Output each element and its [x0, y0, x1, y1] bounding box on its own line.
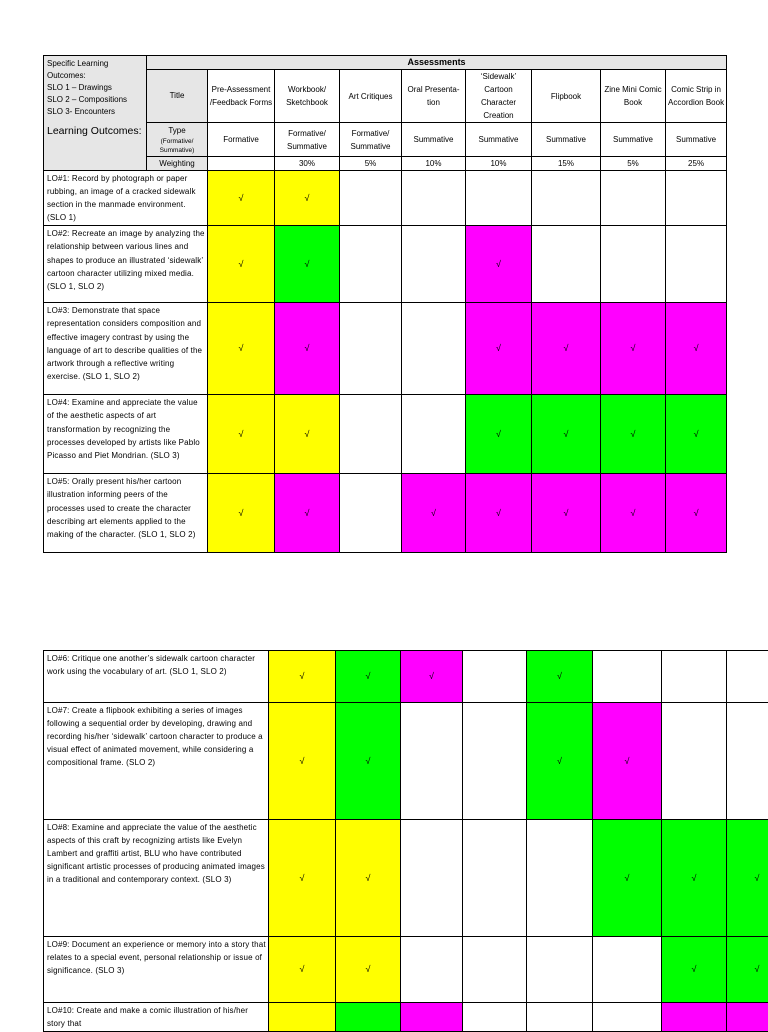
assessment-cell	[275, 395, 340, 474]
column-type: Formative	[208, 123, 275, 157]
assessment-cell	[463, 703, 527, 820]
check-mark: √	[631, 429, 636, 439]
assessment-cell	[275, 226, 340, 303]
column-weighting	[208, 157, 275, 171]
type-label: Type	[147, 125, 207, 137]
check-mark: √	[496, 508, 501, 518]
assessment-cell	[275, 474, 340, 553]
check-mark: √	[631, 343, 636, 353]
check-mark: √	[305, 343, 310, 353]
assessment-cell	[401, 1003, 463, 1032]
assessment-cell	[402, 303, 466, 395]
assessment-cell	[601, 226, 666, 303]
assessment-cell	[593, 937, 662, 1003]
assessment-cell	[601, 395, 666, 474]
check-mark: √	[625, 873, 630, 883]
check-mark: √	[564, 429, 569, 439]
check-mark: √	[366, 873, 371, 883]
check-mark: √	[557, 671, 562, 681]
assessment-cell	[269, 703, 336, 820]
assessment-cell	[666, 171, 727, 226]
assessment-cell	[336, 651, 401, 703]
assessment-table-top	[43, 55, 727, 553]
slo-title: Specific Learning Outcomes:	[47, 58, 143, 82]
check-mark: √	[496, 259, 501, 269]
column-weighting: 10%	[402, 157, 466, 171]
column-title: Zine Mini Comic Book	[601, 70, 666, 123]
assessment-cell	[336, 1003, 401, 1032]
assessment-cell	[527, 937, 593, 1003]
assessment-cell	[593, 651, 662, 703]
check-mark: √	[300, 964, 305, 974]
check-mark: √	[694, 508, 699, 518]
check-mark: √	[239, 429, 244, 439]
assessment-cell	[527, 651, 593, 703]
outcome-row	[44, 703, 768, 820]
assessment-cell	[527, 703, 593, 820]
column-title: Comic Strip in Accordion Book	[666, 70, 727, 123]
assessment-cell	[336, 820, 401, 937]
assessment-cell	[463, 937, 527, 1003]
column-weighting: 25%	[666, 157, 727, 171]
assessment-cell	[336, 937, 401, 1003]
assessment-cell	[662, 703, 727, 820]
check-mark: √	[429, 671, 434, 681]
column-type: Summative	[532, 123, 601, 157]
assessment-cell	[662, 937, 727, 1003]
check-mark: √	[694, 343, 699, 353]
assessments-header	[147, 56, 727, 70]
assessment-cell	[666, 474, 727, 553]
outcome-text: LO#5: Orally present his/her cartoon illustration informing peers of the processes used to create the character describing art elements applied to the making of the character. (SLO 1, SLO 2)	[44, 474, 208, 553]
assessment-cell	[401, 820, 463, 937]
assessment-cell	[601, 171, 666, 226]
column-type: Summative	[601, 123, 666, 157]
column-weighting: 5%	[340, 157, 402, 171]
check-mark: √	[431, 508, 436, 518]
outcome-row	[44, 937, 768, 1003]
assessment-cell	[532, 303, 601, 395]
outcome-row	[44, 474, 727, 553]
assessment-cell	[275, 303, 340, 395]
assessment-cell	[662, 1003, 727, 1032]
check-mark: √	[496, 429, 501, 439]
learning-outcomes-label: Learning Outcomes:	[47, 124, 143, 138]
assessment-cell	[401, 937, 463, 1003]
assessment-cell	[208, 474, 275, 553]
column-title: ‘Sidewalk’ Cartoon Character Creation	[466, 70, 532, 123]
assessment-cell	[727, 820, 768, 937]
assessment-cell	[402, 226, 466, 303]
check-mark: √	[692, 873, 697, 883]
check-mark: √	[300, 756, 305, 766]
assessment-cell	[208, 226, 275, 303]
weighting-label: Weighting	[147, 157, 208, 171]
check-mark: √	[557, 756, 562, 766]
assessment-cell	[269, 1003, 336, 1032]
assessment-cell	[666, 395, 727, 474]
assessments-label: Assessments	[408, 57, 466, 67]
assessment-cell	[601, 474, 666, 553]
assessment-cell	[269, 651, 336, 703]
check-mark: √	[239, 343, 244, 353]
check-mark: √	[239, 508, 244, 518]
column-weighting: 5%	[601, 157, 666, 171]
outcome-text: LO#8: Examine and appreciate the value of the aesthetic aspects of this craft by recognizing artists like Evelyn Lambert and graffiti artist, BLU who have contributed significant artistic processes of producing animated images in a traditional and contemporary context. (SLO 3)	[44, 820, 269, 937]
outcome-row	[44, 820, 768, 937]
column-title: Pre-Assessment /Feedback Forms	[208, 70, 275, 123]
assessment-cell	[208, 303, 275, 395]
assessment-cell	[340, 171, 402, 226]
column-title: Oral Presenta-tion	[402, 70, 466, 123]
assessment-cell	[593, 820, 662, 937]
outcome-text: LO#1: Record by photograph or paper rubbing, an image of a cracked sidewalk section in the manmade environment. (SLO 1)	[44, 171, 208, 226]
assessment-cell	[662, 820, 727, 937]
outcome-row	[44, 303, 727, 395]
assessment-cell	[336, 703, 401, 820]
assessment-cell	[208, 395, 275, 474]
assessment-cell	[601, 303, 666, 395]
check-mark: √	[564, 508, 569, 518]
assessment-cell	[340, 303, 402, 395]
assessment-cell	[466, 171, 532, 226]
title-label: Title	[147, 70, 208, 123]
assessment-cell	[401, 703, 463, 820]
outcome-row	[44, 1003, 768, 1032]
assessment-cell	[727, 703, 768, 820]
outcome-text: LO#9: Document an experience or memory into a story that relates to a special event, personal relationship or issue of significance. (SLO 3)	[44, 937, 269, 1003]
check-mark: √	[694, 429, 699, 439]
column-type: Formative/ Summative	[340, 123, 402, 157]
check-mark: √	[305, 193, 310, 203]
assessment-cell	[593, 1003, 662, 1032]
assessment-cell	[402, 474, 466, 553]
assessment-cell	[402, 395, 466, 474]
check-mark: √	[366, 756, 371, 766]
outcome-text: LO#10: Create and make a comic illustration of his/her story that	[44, 1003, 269, 1032]
outcome-row	[44, 651, 768, 703]
outcome-text: LO#4: Examine and appreciate the value of the aesthetic aspects of art transformation by recognizing the processes developed by artists like Pablo Picasso and Piet Mondrian. (SLO 3)	[44, 395, 208, 474]
assessment-cell	[532, 395, 601, 474]
assessment-cell	[532, 474, 601, 553]
outcome-row	[44, 395, 727, 474]
assessment-cell	[208, 171, 275, 226]
check-mark: √	[755, 873, 760, 883]
check-mark: √	[631, 508, 636, 518]
type-label-cell	[147, 123, 208, 157]
assessment-cell	[727, 937, 768, 1003]
assessment-cell	[340, 395, 402, 474]
column-type: Summative	[402, 123, 466, 157]
assessment-cell	[527, 820, 593, 937]
check-mark: √	[239, 193, 244, 203]
column-title: Workbook/ Sketchbook	[275, 70, 340, 123]
assessment-cell	[340, 474, 402, 553]
slo-item: SLO 1 – Drawings	[47, 82, 143, 94]
check-mark: √	[692, 964, 697, 974]
column-type: Summative	[466, 123, 532, 157]
outcome-text: LO#6: Critique one another’s sidewalk cartoon character work using the vocabulary of art. (SLO 1, SLO 2)	[44, 651, 269, 703]
outcome-row	[44, 226, 727, 303]
slo-item: SLO 2 – Compositions	[47, 94, 143, 106]
assessment-cell	[463, 651, 527, 703]
check-mark: √	[300, 873, 305, 883]
assessment-cell	[532, 171, 601, 226]
assessment-cell	[402, 171, 466, 226]
assessment-cell	[466, 474, 532, 553]
assessment-cell	[401, 651, 463, 703]
column-weighting: 10%	[466, 157, 532, 171]
check-mark: √	[496, 343, 501, 353]
column-weighting: 30%	[275, 157, 340, 171]
check-mark: √	[366, 964, 371, 974]
assessment-cell	[463, 820, 527, 937]
outcome-row	[44, 171, 727, 226]
assessment-cell	[269, 937, 336, 1003]
outcome-text: LO#3: Demonstrate that space representation considers composition and effective imagery contrast by using the language of art to describe qualities of the artwork through a reflective writing exercise. (SLO 1, SLO 2)	[44, 303, 208, 395]
outcome-text: LO#7: Create a flipbook exhibiting a series of images following a sequential order by developing, drawing and recording his/her ‘sidewalk’ cartoon character to produce a visual effect of animated movement, while considering a compositional frame. (SLO 2)	[44, 703, 269, 820]
type-sublabel: (Formative/ Summative)	[147, 137, 207, 155]
assessment-cell	[527, 1003, 593, 1032]
assessment-cell	[275, 171, 340, 226]
check-mark: √	[366, 671, 371, 681]
assessment-cell	[727, 1003, 768, 1032]
check-mark: √	[300, 671, 305, 681]
assessment-cell	[666, 303, 727, 395]
check-mark: √	[305, 508, 310, 518]
assessment-cell	[340, 226, 402, 303]
assessment-cell	[666, 226, 727, 303]
assessment-cell	[593, 703, 662, 820]
slo-item: SLO 3- Encounters	[47, 106, 143, 118]
slo-legend-cell	[44, 56, 147, 171]
column-weighting: 15%	[532, 157, 601, 171]
assessment-cell	[727, 651, 768, 703]
check-mark: √	[755, 964, 760, 974]
assessment-cell	[532, 226, 601, 303]
assessment-cell	[466, 226, 532, 303]
check-mark: √	[305, 429, 310, 439]
assessment-cell	[269, 820, 336, 937]
check-mark: √	[564, 343, 569, 353]
check-mark: √	[625, 756, 630, 766]
column-title: Art Critiques	[340, 70, 402, 123]
assessment-cell	[463, 1003, 527, 1032]
assessment-cell	[662, 651, 727, 703]
column-title: Flipbook	[532, 70, 601, 123]
assessment-cell	[466, 395, 532, 474]
check-mark: √	[239, 259, 244, 269]
column-type: Formative/ Summative	[275, 123, 340, 157]
assessment-table-bottom	[43, 650, 768, 1032]
outcome-text: LO#2: Recreate an image by analyzing the relationship between various lines and shapes to produce an illustrated ‘sidewalk’ cartoon character utilizing mixed media. (SLO 1, SLO 2)	[44, 226, 208, 303]
column-type: Summative	[666, 123, 727, 157]
assessment-cell	[466, 303, 532, 395]
check-mark: √	[305, 259, 310, 269]
